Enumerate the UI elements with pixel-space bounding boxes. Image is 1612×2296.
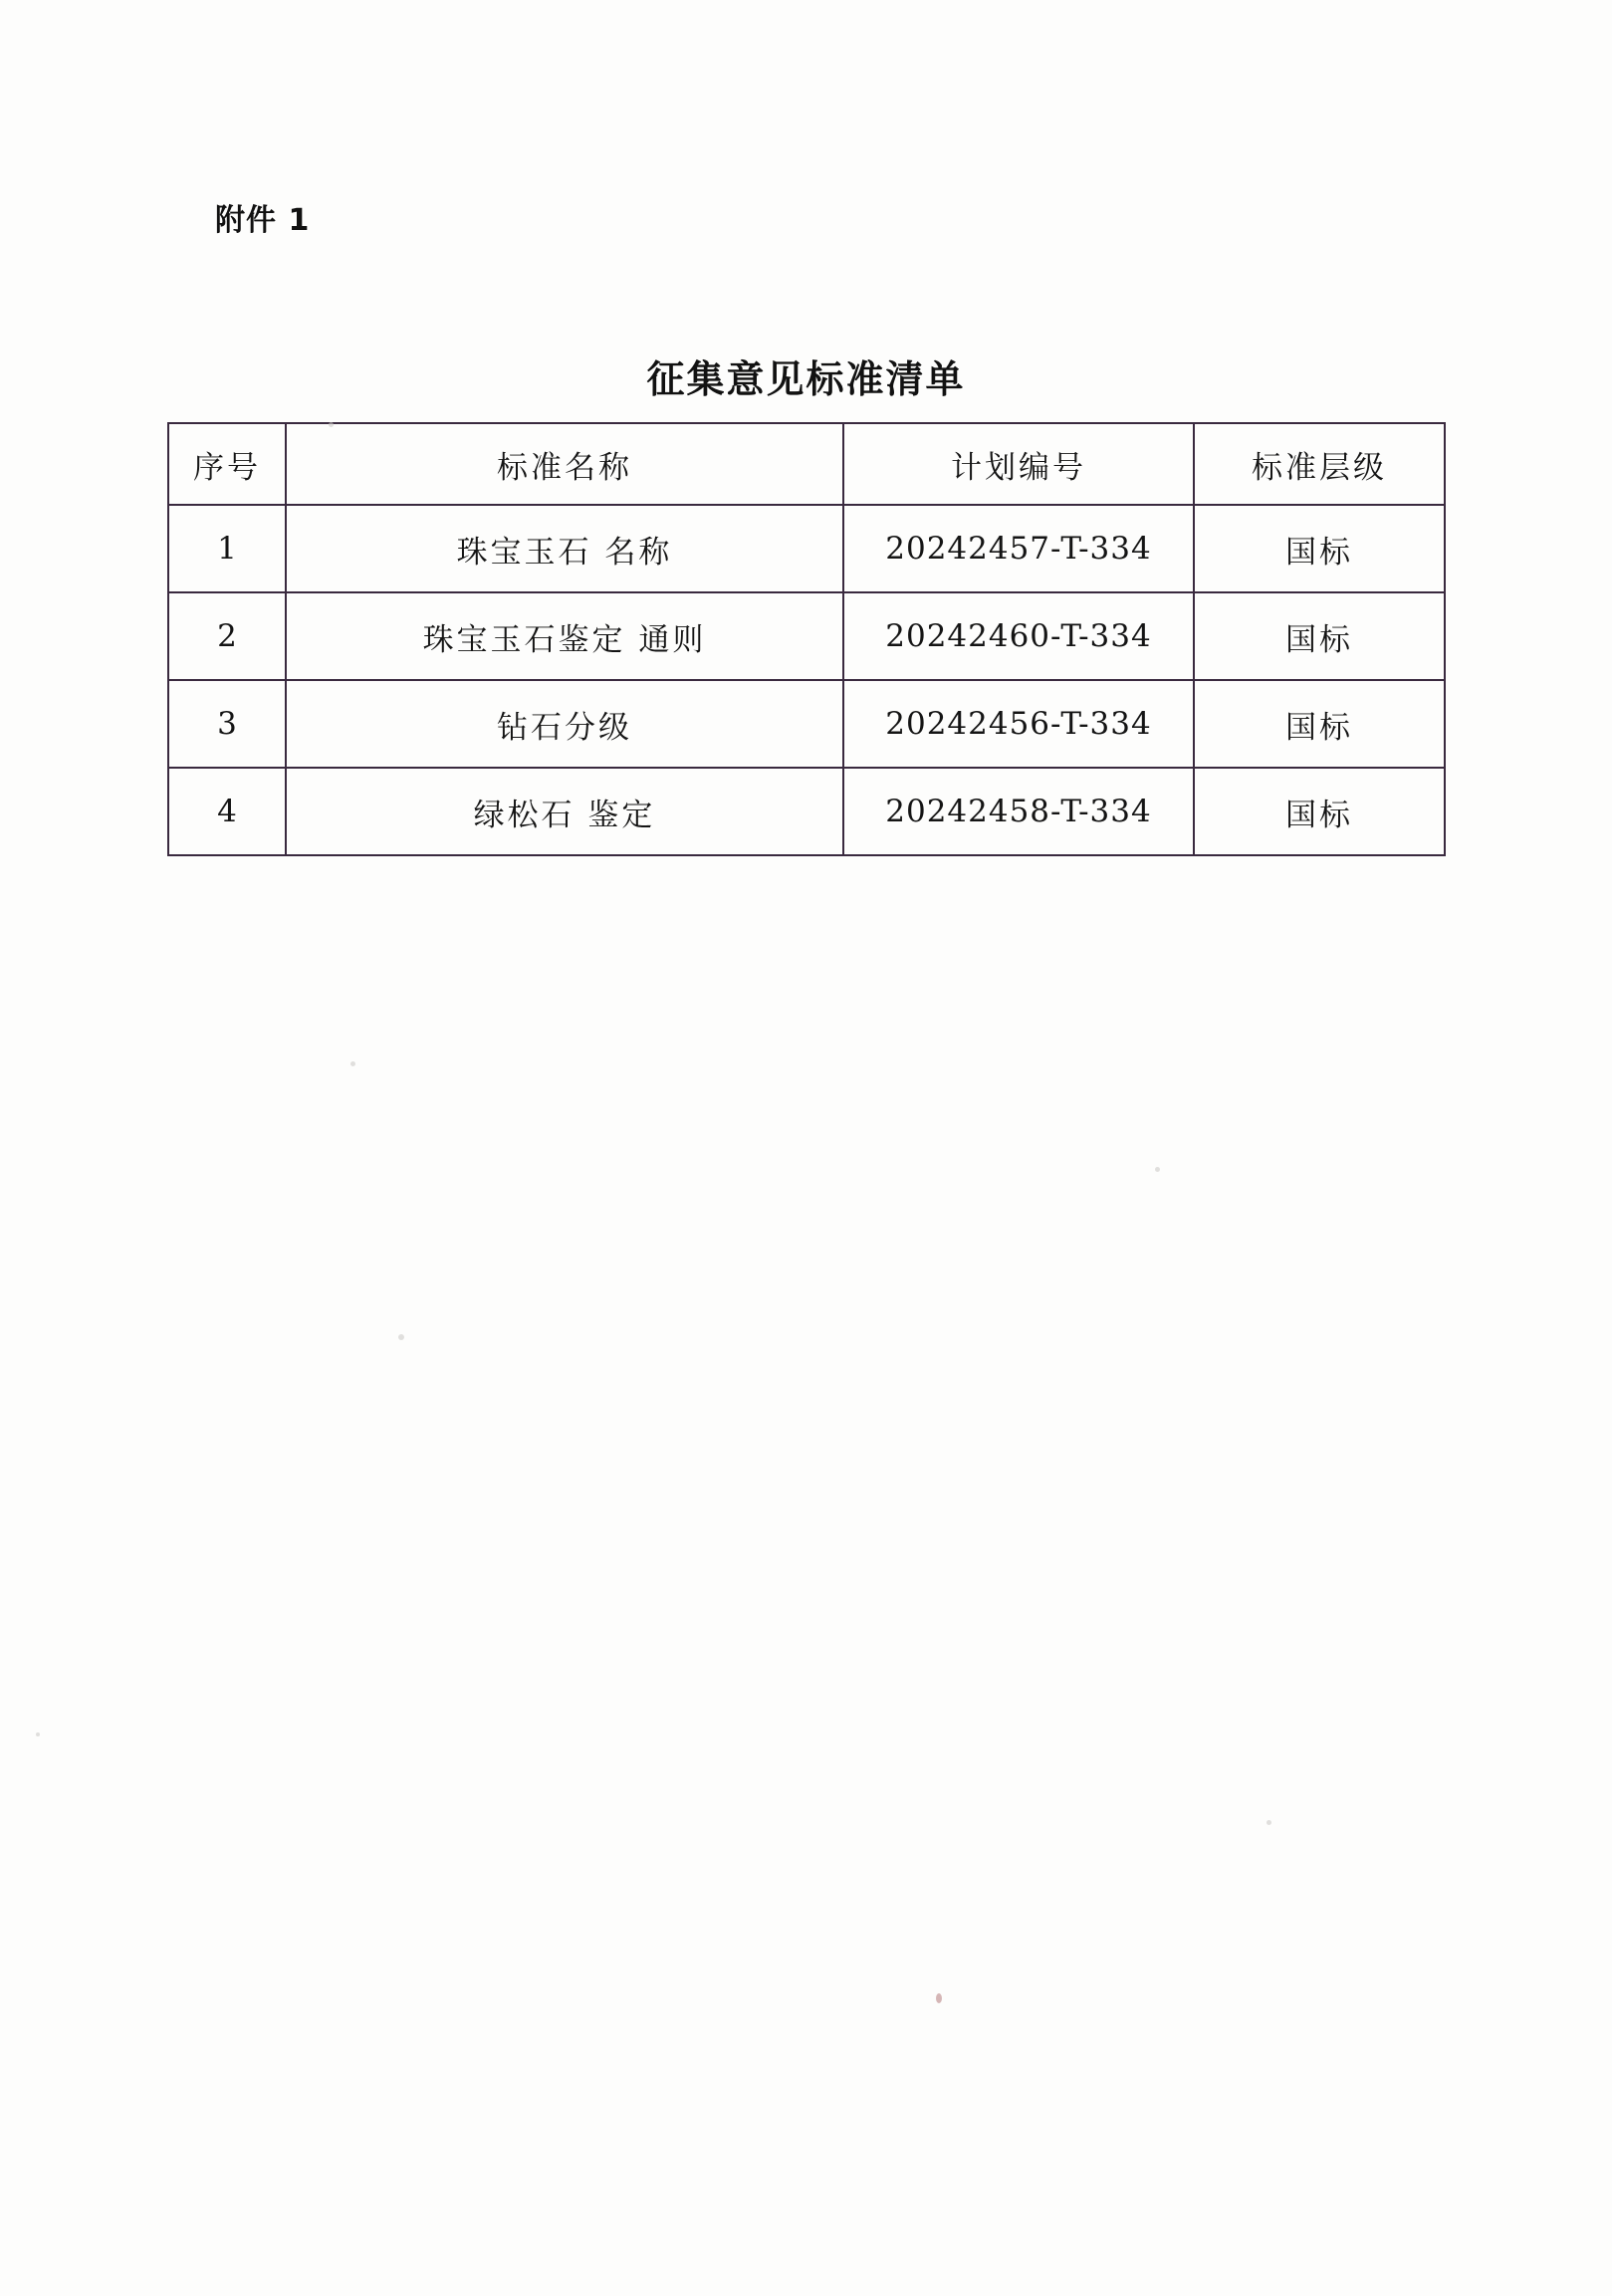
cell-name: 珠宝玉石 名称	[286, 505, 843, 592]
scan-speck	[1155, 1167, 1160, 1172]
cell-level: 国标	[1194, 680, 1445, 768]
cell-plan: 20242456-T-334	[843, 680, 1194, 768]
cell-level: 国标	[1194, 592, 1445, 680]
table-row	[168, 592, 1445, 680]
cell-no: 2	[168, 592, 286, 680]
cell-plan: 20242460-T-334	[843, 592, 1194, 680]
standards-table	[167, 422, 1446, 856]
table-row	[168, 768, 1445, 855]
cell-plan: 20242458-T-334	[843, 768, 1194, 855]
header-level: 标准层级	[1194, 423, 1445, 505]
cell-no: 4	[168, 768, 286, 855]
cell-level: 国标	[1194, 505, 1445, 592]
cell-no: 1	[168, 505, 286, 592]
scan-speck	[350, 1061, 355, 1066]
scan-speck	[398, 1334, 404, 1340]
scan-speck	[36, 1732, 40, 1736]
header-no: 序号	[168, 423, 286, 505]
cell-name: 珠宝玉石鉴定 通则	[286, 592, 843, 680]
cell-no: 3	[168, 680, 286, 768]
table-row	[168, 680, 1445, 768]
scan-speck	[1267, 1820, 1271, 1825]
table-header-row	[168, 423, 1445, 505]
cell-name: 绿松石 鉴定	[286, 768, 843, 855]
scan-speck	[329, 422, 334, 427]
cell-name: 钻石分级	[286, 680, 843, 768]
attachment-label: 附件 1	[215, 203, 311, 238]
header-plan: 计划编号	[843, 423, 1194, 505]
page-title: 征集意见标准清单	[646, 356, 966, 401]
scan-speck	[936, 1993, 942, 2003]
cell-level: 国标	[1194, 768, 1445, 855]
cell-plan: 20242457-T-334	[843, 505, 1194, 592]
header-name: 标准名称	[286, 423, 843, 505]
table-row	[168, 505, 1445, 592]
